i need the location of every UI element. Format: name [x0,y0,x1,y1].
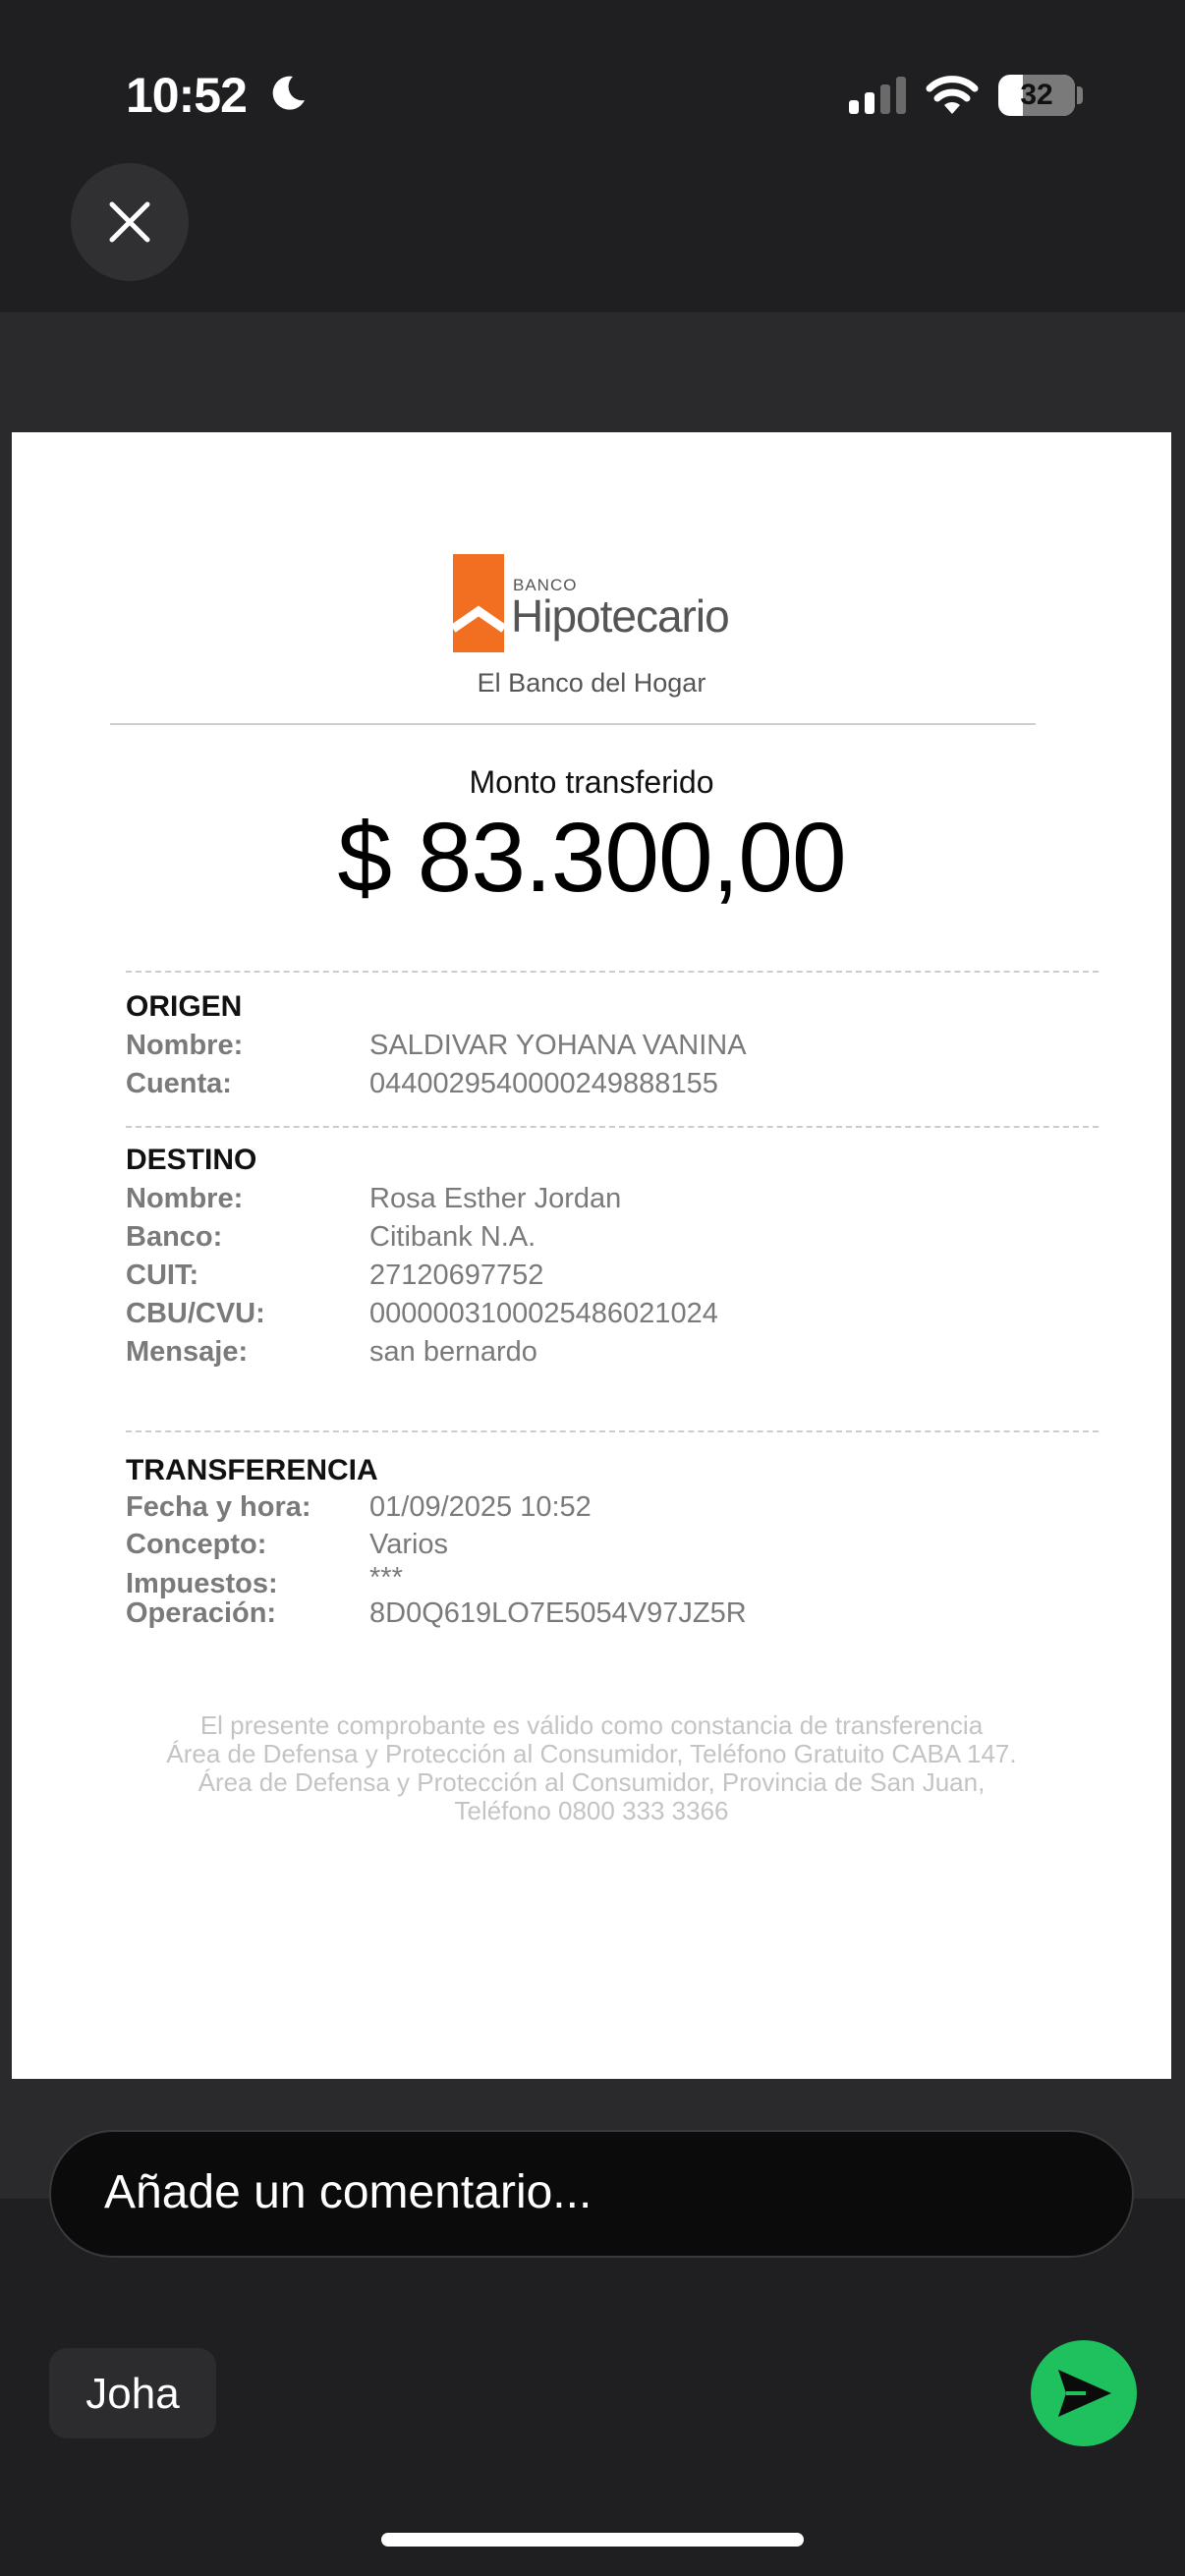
destino-nombre-label: Nombre: [126,1183,244,1214]
section-destino-title: DESTINO [126,1144,257,1176]
legal-line: El presente comprobante es válido como constancia de transferencia [199,1710,984,1740]
section-origen-title: ORIGEN [126,990,243,1023]
origen-nombre-label: Nombre: [126,1030,244,1061]
home-indicator [381,2533,804,2547]
recipient-chip[interactable] [49,2348,216,2438]
destino-banco-label: Banco: [126,1221,223,1253]
divider [110,723,1036,725]
origen-cuenta-label: Cuenta: [126,1068,232,1099]
close-icon [106,198,153,246]
operacion-value: 8D0Q619LO7E5054V97JZ5R [369,1597,747,1629]
wifi-icon [926,73,979,116]
battery-icon [998,75,1075,116]
concepto-value: Varios [369,1529,449,1560]
send-button[interactable] [1031,2340,1137,2446]
signal-icon [849,77,908,116]
section-transferencia-title: TRANSFERENCIA [126,1454,378,1486]
legal-disclaimer [110,1711,1073,1825]
bank-logo-icon [453,554,504,652]
divider [126,1126,1099,1128]
origen-nombre-value: SALDIVAR YOHANA VANINA [369,1030,747,1061]
recipient-name: Joha [85,2370,180,2418]
concepto-label: Concepto: [126,1529,267,1560]
comment-input[interactable] [49,2130,1134,2258]
impuestos-value: *** [369,1562,403,1594]
fecha-label: Fecha y hora: [126,1491,311,1523]
divider [126,971,1099,973]
fecha-value: 01/09/2025 10:52 [369,1491,592,1523]
status-bar [0,0,1185,187]
amount-value: $ 83.300,00 [337,803,846,913]
logo-tagline: El Banco del Hogar [477,668,706,698]
logo-name: Hipotecario [511,590,729,642]
destino-cbu-label: CBU/CVU: [126,1298,265,1329]
origen-cuenta-value: 0440029540000249888155 [369,1068,718,1099]
battery-percent: 32 [1020,79,1053,111]
status-time: 10:52 [126,68,247,123]
destino-mensaje-value: san bernardo [369,1336,537,1368]
send-icon [1056,2368,1113,2419]
divider [126,1430,1099,1432]
battery-tip [1077,86,1083,104]
legal-line: Área de Defensa y Protección al Consumidor, Provincia de San Juan, [198,1767,986,1797]
moon-icon [269,75,307,112]
legal-line: Teléfono 0800 333 3366 [454,1796,729,1825]
destino-cuit-label: CUIT: [126,1260,199,1291]
amount-label: Monto transferido [469,764,714,800]
impuestos-label: Impuestos: [126,1568,278,1599]
destino-nombre-value: Rosa Esther Jordan [369,1183,622,1214]
destino-cbu-value: 0000003100025486021024 [369,1298,718,1329]
destino-mensaje-label: Mensaje: [126,1336,249,1368]
operacion-label: Operación: [126,1597,277,1629]
legal-line: Área de Defensa y Protección al Consumidor, Teléfono Gratuito CABA 147. [166,1739,1017,1768]
destino-cuit-value: 27120697752 [369,1260,544,1291]
receipt-image[interactable] [12,432,1171,2079]
comment-placeholder: Añade un comentario... [104,2166,592,2218]
destino-banco-value: Citibank N.A. [369,1221,536,1253]
close-button[interactable] [71,163,189,281]
logo-banco: BANCO [513,576,578,594]
